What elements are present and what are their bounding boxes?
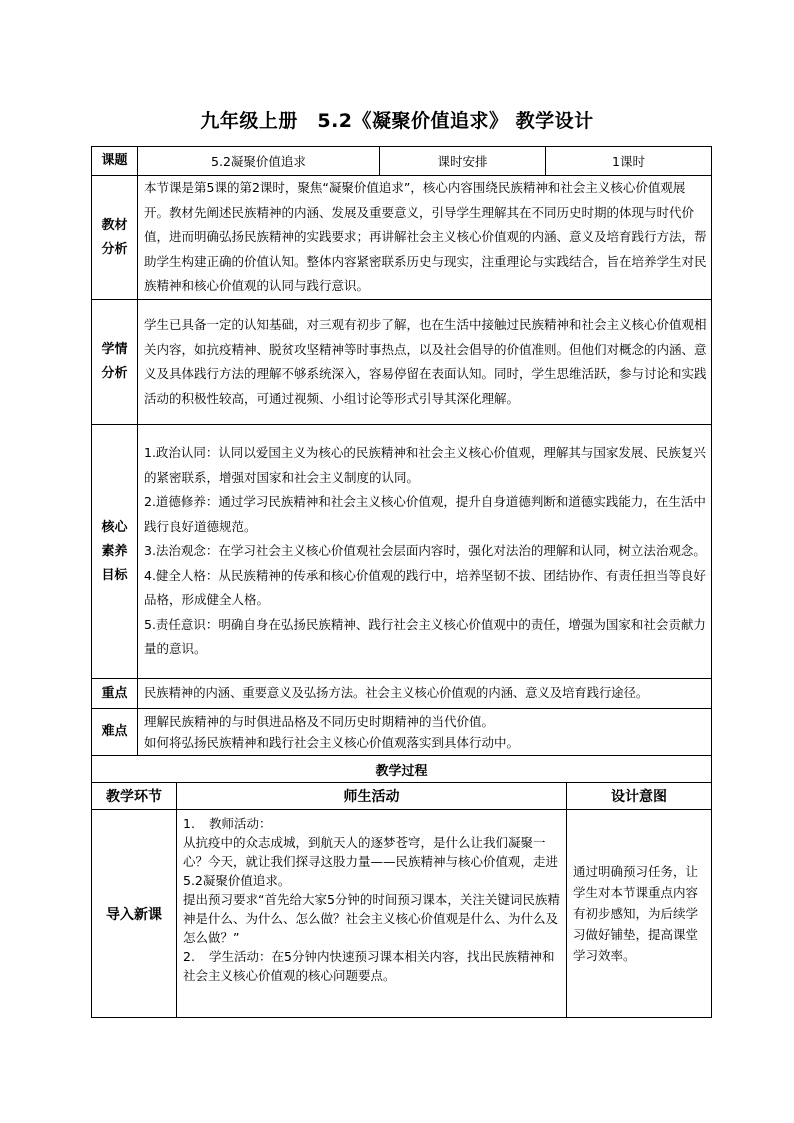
- students-text: 学生已具备一定的认知基础，对三观有初步了解，也在生活中接触过民族精神和社会主义核心价值观相关内容，如抗疫精神、脱贫攻坚精神等时事热点，以及社会倡导的价值准则。但他们对概念的内涵、意义及具体践行方法的理解不够系统深入，容易停留在表面认知。同时，学生思维活跃，参与讨论和实践活动的积极性较高，可通过视频、小组讨论等形式引导其深化理解。: [138, 300, 712, 425]
- goal-item: 5.责任意识：明确自身在弘扬民族精神、践行社会主义核心价值观中的责任，增强为国家和社会贡献力量的意识。: [144, 616, 706, 657]
- lesson-info-table: [91, 146, 712, 756]
- preview-requirement: 提出预习要求“首先给大家5分钟的时间预习课本，关注关键词民族精神是什么、为什么、怎么做？社会主义核心价值观是什么、为什么及怎么做？”: [183, 892, 560, 945]
- material-text: 本节课是第5课的第2课时，聚焦“凝聚价值追求”，核心内容围绕民族精神和社会主义核心价值观展开。教材先阐述民族精神的内涵、发展及重要意义，引导学生理解其在不同历史时期的体现与时代价值，进而明确弘扬民族精神的实践要求；再讲解社会主义核心价值观的内涵、意义及培育践行方法，帮助学生构建正确的价值认知。整体内容紧密联系历史与现实，注重理论与实践结合，旨在培养学生对民族精神和核心价值观的认同与践行意识。: [138, 176, 712, 300]
- goal-item: 2.道德修养：通过学习民族精神和社会主义核心价值观，提升自身道德判断和道德实践能力，在生活中践行良好道德规范。: [144, 494, 706, 534]
- difficult-text: 理解民族精神的与时俱进品格及不同历史时期精神的当代价值。 如何将弘扬民族精神和践行社会主义核心价值观落实到具体行动中。: [138, 709, 712, 756]
- students-row: [92, 300, 712, 425]
- goal-item: 4.健全人格：从民族精神的传承和核心价值观的践行中，培养坚韧不拔、团结协作、有责任担当等良好品格，形成健全人格。: [144, 567, 706, 608]
- col-activity-header: 师生活动: [177, 783, 567, 810]
- process-row: [92, 810, 712, 1018]
- goals-label: 核心 素养 目标: [92, 425, 138, 679]
- goals-row: [92, 425, 712, 679]
- process-header-row: [92, 783, 712, 810]
- students-label: 学情 分析: [92, 300, 138, 425]
- key-label: 重点: [92, 679, 138, 709]
- teacher-activity-text: 从抗疫中的众志成城，到航天人的逐梦苍穹，是什么让我们凝聚一心？今天，就让我们探寻这股力量——民族精神与核心价值观，走进5.2凝聚价值追求。: [183, 835, 559, 888]
- material-row: [92, 176, 712, 300]
- col-stage-header: 教学环节: [92, 783, 177, 810]
- key-text: 民族精神的内涵、重要意义及弘扬方法。社会主义核心价值观的内涵、意义及培育践行途径。: [138, 679, 712, 709]
- document-title: 九年级上册 5.2《凝聚价值追求》 教学设计: [200, 110, 594, 132]
- goal-item: 1.政治认同：认同以爱国主义为核心的民族精神和社会主义核心价值观，理解其与国家发展、民族复兴的紧密联系，增强对国家和社会主义制度的认同。: [144, 445, 706, 485]
- col-intent-header: 设计意图: [567, 783, 712, 810]
- difficult-row: [92, 709, 712, 756]
- student-activity: 2. 学生活动：在5分钟内快速预习课本相关内容，找出民族精神和社会主义核心价值观的核心问题要点。: [183, 949, 555, 983]
- key-row: [92, 679, 712, 709]
- activity-cell: [177, 810, 567, 1018]
- hours-label: 课时安排: [380, 147, 546, 176]
- hours-value: 1课时: [546, 147, 712, 176]
- lesson-name: 5.2凝聚价值追求: [138, 147, 380, 176]
- goal-item: 3.法治观念：在学习社会主义核心价值观社会层面内容时，强化对法治的理解和认同，树立法治观念。: [144, 543, 706, 559]
- process-section-row: [92, 756, 712, 783]
- difficult-label: 难点: [92, 709, 138, 756]
- lesson-row: [92, 147, 712, 176]
- process-section-title: 教学过程: [92, 756, 712, 783]
- goals-list: [138, 425, 712, 679]
- lesson-label: 课题: [92, 147, 138, 176]
- stage-name: 导入新课: [92, 810, 177, 1018]
- material-label: 教材 分析: [92, 176, 138, 300]
- teaching-process-table: [91, 755, 712, 1018]
- design-intent: 通过明确预习任务，让学生对本节课重点内容有初步感知，为后续学习做好铺垫，提高课堂学习效率。: [567, 810, 712, 1018]
- teacher-activity-heading: 1. 教师活动：: [183, 816, 272, 831]
